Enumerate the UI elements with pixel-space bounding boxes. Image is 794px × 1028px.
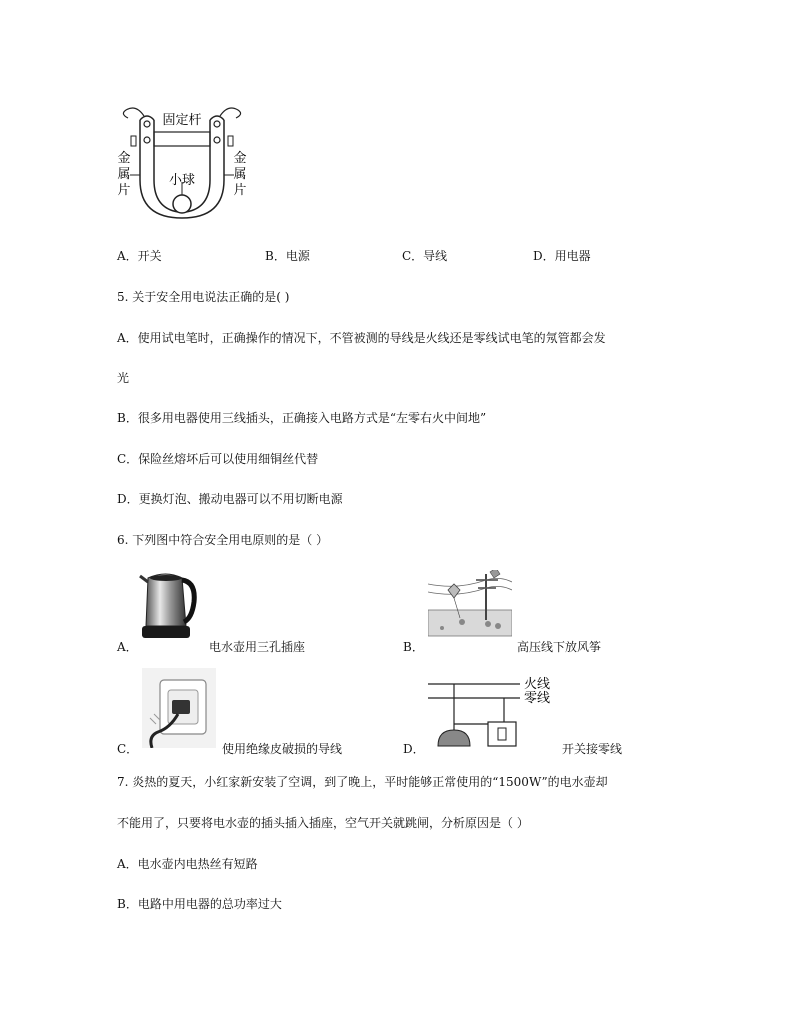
q6-stem: 6. 下列图中符合安全用电原则的是（ ） [117,533,329,547]
q6-c-letter: C． [117,742,139,756]
q4-option-b: B．电源 [265,249,310,263]
q5-option-a-cont: 光 [117,371,130,385]
q6-d-letter: D． [403,742,425,756]
q6-a-caption: 电水壶用三孔插座 [209,640,306,654]
fixed-rod-label: 固定杆 [162,113,202,128]
q6-b-letter: B． [403,640,424,654]
kite-powerline-image [428,570,512,640]
q5-option-a: A．使用试电笔时，正确操作的情况下，不管被测的导线是火线还是零线试电笔的氖管都会发 [117,331,606,345]
q5-option-c: C．保险丝熔坏后可以使用细铜丝代替 [117,452,319,466]
ball-label: 小球 [168,173,196,188]
switch-neutral-circuit [424,672,564,756]
q5-option-d: D．更换灯泡、搬动电器可以不用切断电源 [117,492,343,506]
metal-right-2: 属 [233,167,247,182]
q4-option-a: A．开关 [117,249,162,263]
metal-left-3: 片 [117,183,131,198]
damaged-wire-socket-image [142,668,216,748]
q5-stem: 5. 关于安全用电说法正确的是( ) [117,290,290,304]
kettle-image [136,566,198,648]
q4-option-d: D．用电器 [533,249,591,263]
q4-option-c: C．导线 [402,249,448,263]
reed-switch-figure [112,100,252,230]
q6-c-caption: 使用绝缘皮破损的导线 [222,742,343,756]
q6-a-letter: A． [117,640,138,654]
q7-stem-line2: 不能用了，只要将电水壶的插头插入插座，空气开关就跳闸，分析原因是（ ） [117,816,529,830]
metal-left-2: 属 [117,167,131,182]
metal-right-3: 片 [233,183,247,198]
metal-right-1: 金 [233,151,247,166]
q5-option-b: B．很多用电器使用三线插头，正确接入电路方式是“左零右火中间地” [117,411,487,425]
q7-stem-line1: 7. 炎热的夏天，小红家新安装了空调，到了晚上，平时能够正常使用的“1500W”的电水壶却 [117,775,608,789]
neutral-wire-label: 零线 [524,691,551,706]
live-wire-label: 火线 [524,677,551,692]
q6-b-caption: 高压线下放风筝 [517,640,602,654]
q6-d-caption: 开关接零线 [562,742,623,756]
metal-left-1: 金 [117,151,131,166]
q7-option-b: B．电路中用电器的总功率过大 [117,897,282,911]
q7-option-a: A．电水壶内电热丝有短路 [117,857,258,871]
